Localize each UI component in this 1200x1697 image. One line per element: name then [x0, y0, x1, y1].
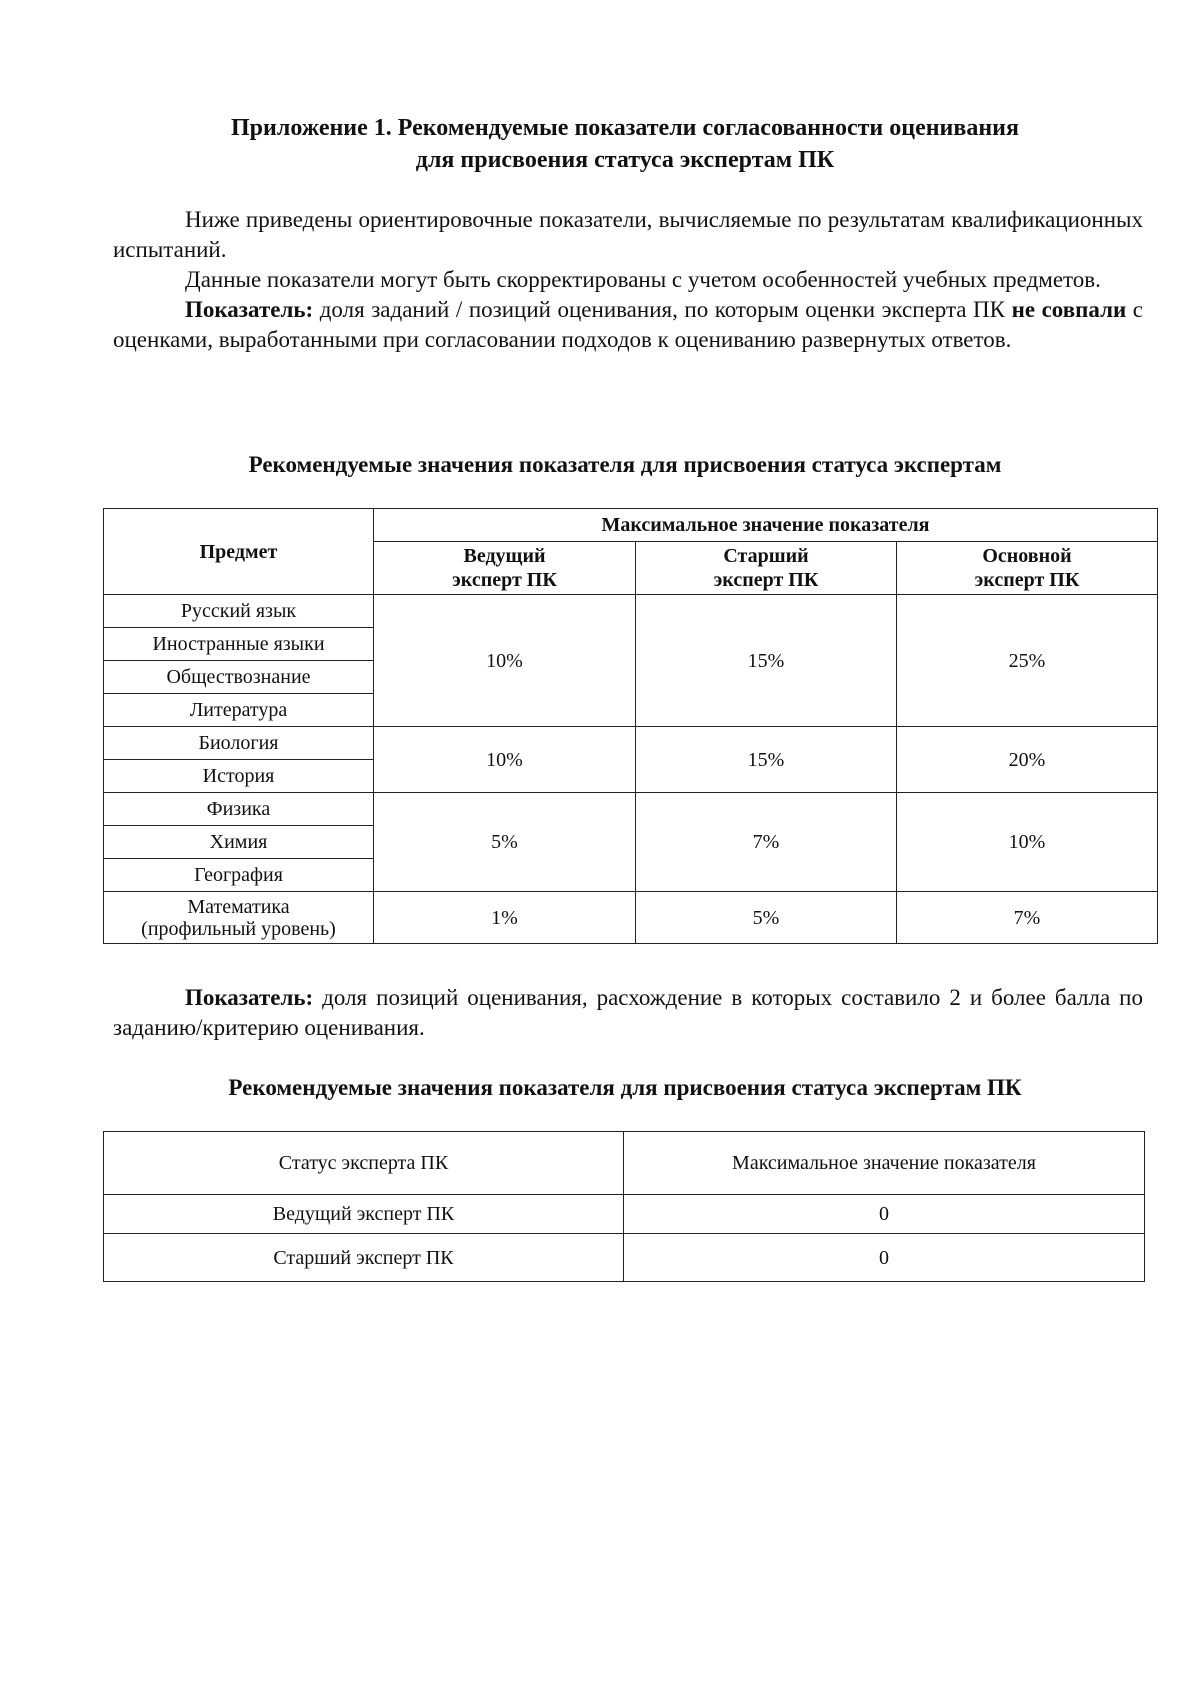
indicator-label-2: Показатель: [185, 985, 314, 1010]
value-main: 20% [897, 727, 1158, 793]
subject-cell: Физика [104, 793, 374, 826]
value-lead: 1% [374, 892, 636, 944]
value-senior: 15% [636, 727, 897, 793]
value-main: 10% [897, 793, 1158, 892]
indicator-text-1: доля заданий / позиций оценивания, по которым оценки эксперта ПК [313, 297, 1012, 322]
value-cell: 0 [624, 1234, 1145, 1282]
second-section [113, 983, 1143, 1043]
subject-cell: Математика (профильный уровень) [104, 892, 374, 944]
subject-cell: Русский язык [104, 595, 374, 628]
value-senior: 7% [636, 793, 897, 892]
indicator-bold-text: не совпали [1011, 297, 1127, 322]
header-subject: Предмет [104, 509, 374, 595]
subject-cell: История [104, 760, 374, 793]
header-max-value-2: Максимальное значение показателя [624, 1132, 1145, 1195]
value-cell: 0 [624, 1195, 1145, 1234]
header-status: Статус эксперта ПК [104, 1132, 624, 1195]
indicator-table-1 [103, 508, 1158, 944]
header-max-value: Максимальное значение показателя [374, 509, 1158, 542]
indicator-text-2: с оценками, выработанными при согласовании подходов к оцениванию развернутых ответов. [113, 297, 1143, 352]
table1-heading: Рекомендуемые значения показателя для присвоения статуса экспертам [248, 452, 1002, 477]
indicator-label: Показатель: [185, 297, 314, 322]
subject-cell: Химия [104, 826, 374, 859]
header-senior-expert: Старший эксперт ПК [636, 542, 897, 595]
subject-cell: Обществознание [104, 661, 374, 694]
intro-paragraph-3 [113, 295, 1143, 355]
intro-paragraph-2: Данные показатели могут быть скорректированы с учетом особенностей учебных предметов. [185, 267, 1101, 292]
value-main: 25% [897, 595, 1158, 727]
value-senior: 5% [636, 892, 897, 944]
subject-cell: Литература [104, 694, 374, 727]
indicator-text-3: доля позиций оценивания, расхождение в которых составило 2 и более балла по заданию/критерию оценивания. [113, 985, 1143, 1040]
second-paragraph [113, 983, 1143, 1043]
intro-paragraph-1: Ниже приведены ориентировочные показатели, вычисляемые по результатам квалификационных испытаний. [113, 207, 1143, 262]
title-line-2: для присвоения статуса экспертам ПК [415, 147, 835, 173]
subject-cell: Биология [104, 727, 374, 760]
status-cell: Старший эксперт ПК [104, 1234, 624, 1282]
title-line-1: Приложение 1. Рекомендуемые показатели согласованности оценивания [231, 115, 1019, 141]
value-senior: 15% [636, 595, 897, 727]
page-title [105, 112, 1145, 176]
status-cell: Ведущий эксперт ПК [104, 1195, 624, 1234]
value-lead: 5% [374, 793, 636, 892]
subject-cell: География [104, 859, 374, 892]
subject-cell: Иностранные языки [104, 628, 374, 661]
intro-section [113, 205, 1143, 355]
value-lead: 10% [374, 595, 636, 727]
table2-heading: Рекомендуемые значения показателя для присвоения статуса экспертам ПК [228, 1075, 1022, 1100]
value-lead: 10% [374, 727, 636, 793]
header-main-expert: Основной эксперт ПК [897, 542, 1158, 595]
indicator-table-2 [103, 1131, 1145, 1282]
value-main: 7% [897, 892, 1158, 944]
header-lead-expert: Ведущий эксперт ПК [374, 542, 636, 595]
